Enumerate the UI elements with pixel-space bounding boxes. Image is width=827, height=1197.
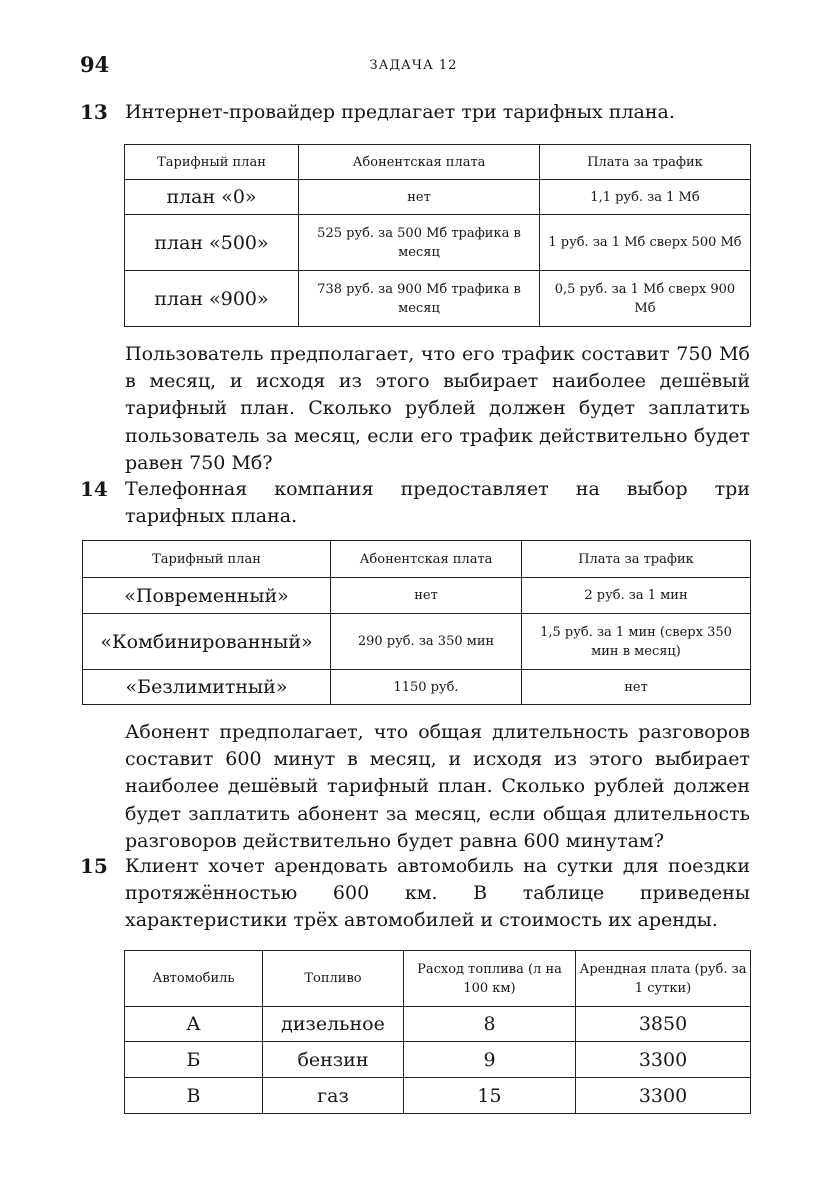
table-cell: 3300 [576,1078,751,1114]
car-table-15 [124,950,751,1114]
table-cell: 290 руб. за 350 мин [331,614,522,670]
problem-15 [80,853,750,934]
table-cell: 3850 [576,1007,751,1042]
table-cell: газ [263,1078,404,1114]
problem-question: Пользователь предполагает, что его трафик составит 750 Мб в месяц, и исходя из этого выбирает наиболее дешёвый тарифный план. Сколько рублей должен будет заплатить пользователь за месяц, если его трафик действительно будет равен 750 Мб? [125,343,750,474]
table-header-row [83,541,751,578]
table-header-row [125,145,751,180]
table-row [125,271,751,327]
column-header: Тарифный план [125,145,299,180]
tariff-table-13 [124,144,751,327]
column-header: Тарифный план [83,541,331,578]
table-cell: 738 руб. за 900 Мб трафика в месяц [299,271,540,327]
table-row [125,215,751,271]
column-header: Топливо [263,951,404,1007]
table-cell: 9 [404,1042,576,1078]
column-header: Плата за трафик [540,145,751,180]
plan-name-cell: план «900» [125,271,299,327]
table-cell: 1150 руб. [331,670,522,705]
table-cell: 15 [404,1078,576,1114]
problem-number: 13 [80,100,108,124]
column-header: Арендная плата (руб. за 1 сутки) [576,951,751,1007]
table-cell: бензин [263,1042,404,1078]
plan-name-cell: план «0» [125,180,299,215]
column-header: Плата за трафик [522,541,751,578]
table-row [83,578,751,614]
table-cell: 8 [404,1007,576,1042]
column-header: Абонентская плата [299,145,540,180]
table-row [125,1007,751,1042]
column-header: Автомобиль [125,951,263,1007]
table-cell: нет [299,180,540,215]
column-header: Расход топлива (л на 100 км) [404,951,576,1007]
table-row [83,614,751,670]
table-row [125,180,751,215]
table-cell: А [125,1007,263,1042]
plan-name-cell: план «500» [125,215,299,271]
problem-number: 14 [80,477,108,501]
table-cell: 1,1 руб. за 1 Мб [540,180,751,215]
column-header: Абонентская плата [331,541,522,578]
running-head: ЗАДАЧА 12 [369,58,458,73]
problem-question: Абонент предполагает, что общая длительность разговоров составит 600 минут в месяц, и исходя из этого выбирает наиболее дешёвый тарифный план. Сколько рублей должен будет заплатить абонент за месяц, если общая длительность разговоров действительно будет равна 600 минутам? [125,721,750,852]
table-cell: 525 руб. за 500 Мб трафика в месяц [299,215,540,271]
table-header-row [125,951,751,1007]
table-row [125,1078,751,1114]
table-cell: 0,5 руб. за 1 Мб сверх 900 Мб [540,271,751,327]
table-cell: 1 руб. за 1 Мб сверх 500 Мб [540,215,751,271]
table-cell: 1,5 руб. за 1 мин (сверх 350 мин в месяц) [522,614,751,670]
table-cell: 2 руб. за 1 мин [522,578,751,614]
problem-intro: Телефонная компания предоставляет на выбор три тарифных плана. [125,478,750,527]
table-cell: нет [522,670,751,705]
plan-name-cell: «Комбинированный» [83,614,331,670]
table-row [83,670,751,705]
problem-14 [80,476,750,530]
table-row [125,1042,751,1078]
table-cell: нет [331,578,522,614]
plan-name-cell: «Безлимитный» [83,670,331,705]
table-cell: дизельное [263,1007,404,1042]
tariff-table-14 [82,540,751,705]
plan-name-cell: «Повременный» [83,578,331,614]
table-cell: В [125,1078,263,1114]
table-cell: Б [125,1042,263,1078]
problem-intro: Клиент хочет арендовать автомобиль на сутки для поездки протяжённостью 600 км. В таблице приведены характеристики трёх автомобилей и стоимость их аренды. [125,855,750,931]
problem-number: 15 [80,854,108,878]
problem-intro: Интернет-провайдер предлагает три тарифных плана. [125,101,675,123]
table-cell: 3300 [576,1042,751,1078]
page-number: 94 [80,52,110,77]
problem-13 [80,99,750,126]
